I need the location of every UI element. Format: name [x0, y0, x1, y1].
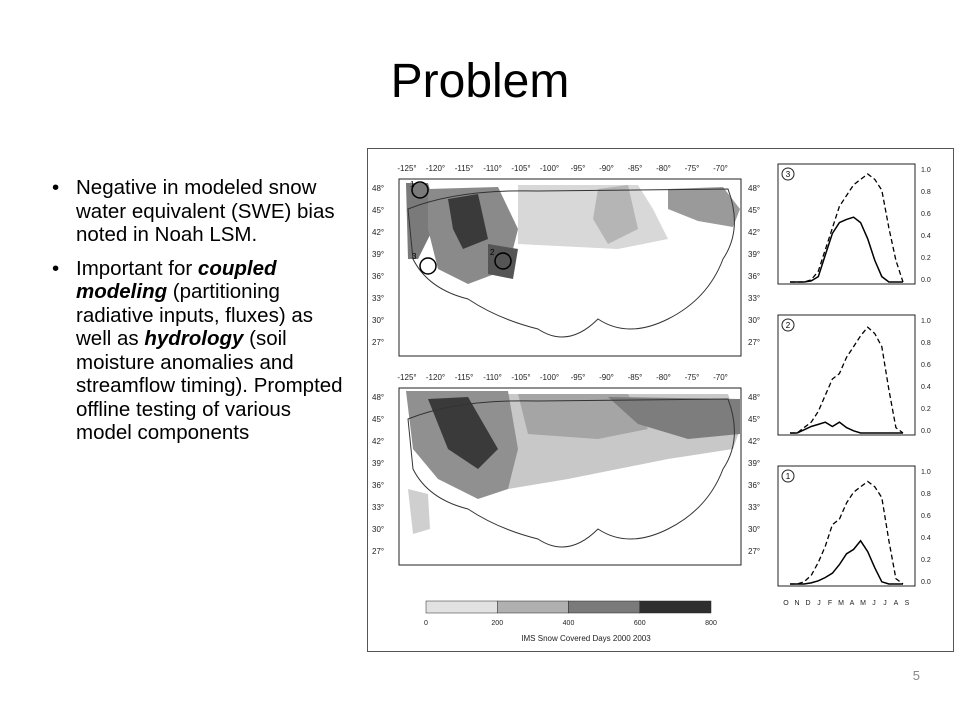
lon-label: -120° [425, 373, 446, 382]
lon-label: -125° [397, 164, 417, 173]
axis-tick-label: 1.0 [921, 469, 931, 476]
lon-label: -90° [599, 373, 614, 382]
lon-label: -105° [511, 373, 531, 382]
lat-label-left: 27° [372, 547, 385, 556]
lon-label: -85° [627, 373, 643, 382]
axis-tick-label: 0.4 [921, 535, 931, 542]
lon-label: -80° [656, 164, 671, 173]
axis-tick-label: 0.8 [921, 189, 931, 196]
month-label: A [849, 600, 855, 607]
lon-label: -105° [511, 164, 531, 173]
page-number: 5 [912, 668, 920, 683]
axis-tick-label: 0.0 [921, 579, 931, 586]
lat-label-right: 45° [748, 206, 761, 215]
site-label: 2 [490, 248, 495, 257]
lon-label: -85° [627, 164, 643, 173]
bullet-text: Negative in modeled snow water equivalent (SWE) bias noted in Noah LSM. [76, 176, 335, 246]
colorbar-segment [497, 601, 568, 613]
lon-label: -70° [713, 373, 728, 382]
lon-label: -75° [684, 373, 700, 382]
month-label: J [817, 600, 821, 607]
lat-label-left: 33° [372, 503, 385, 512]
bullet-item [52, 176, 352, 247]
lon-labels-top [397, 164, 727, 173]
colorbar-tick-label: 400 [562, 620, 575, 627]
lon-label: -90° [599, 164, 614, 173]
lon-label: -120° [425, 164, 446, 173]
bullet-text: (soil moisture anomalies and streamflow timing). Prompted offline testing of various model components [76, 327, 343, 444]
lat-label-right: 30° [748, 525, 761, 534]
lat-label-left: 33° [372, 294, 385, 303]
month-label: N [794, 600, 800, 607]
month-label: O [783, 600, 789, 607]
axis-tick-label: 0.4 [921, 233, 931, 240]
lat-label-left: 48° [372, 393, 385, 402]
lat-label-right: 33° [748, 503, 761, 512]
lon-label: -75° [684, 164, 700, 173]
month-label: D [805, 600, 811, 607]
lat-label-left: 36° [372, 272, 385, 281]
colorbar-segment [569, 601, 640, 613]
colorbar-segment [640, 601, 711, 613]
colorbar-segment [426, 601, 497, 613]
month-label: M [838, 600, 844, 607]
panel-frame [778, 466, 915, 586]
colorbar-label: IMS Snow Covered Days 2000 2003 [521, 634, 651, 643]
axis-tick-label: 0.6 [921, 513, 931, 520]
colorbar-tick-label: 0 [424, 620, 428, 627]
lat-label-left: 48° [372, 184, 385, 193]
lat-label-left: 42° [372, 437, 385, 446]
lon-label: -95° [570, 164, 586, 173]
panel-id: 1 [785, 472, 791, 481]
lon-label: -115° [454, 373, 474, 382]
axis-tick-label: 0.2 [921, 406, 931, 413]
lat-label-right: 48° [748, 184, 761, 193]
bullet-list [52, 176, 352, 455]
lon-label: -95° [570, 373, 586, 382]
lat-label-left: 39° [372, 459, 385, 468]
colorbar-tick-label: 200 [491, 620, 504, 627]
lon-label: -100° [539, 164, 560, 173]
axis-tick-label: 0.2 [921, 255, 931, 262]
lat-label-left: 45° [372, 415, 385, 424]
bullet-dot-icon: • [52, 256, 60, 280]
month-label: S [904, 600, 910, 607]
axis-tick-label: 0.0 [921, 428, 931, 435]
lat-label-left: 39° [372, 250, 385, 259]
map-bottom [399, 388, 741, 565]
axis-tick-label: 1.0 [921, 318, 931, 325]
lat-label-right: 33° [748, 294, 761, 303]
colorbar [424, 601, 717, 627]
lat-label-left: 30° [372, 316, 385, 325]
lat-label-right: 39° [748, 250, 761, 259]
month-label: F [827, 600, 833, 607]
lat-label-left: 27° [372, 338, 385, 347]
lat-label-left: 42° [372, 228, 385, 237]
lat-label-right: 36° [748, 272, 761, 281]
colorbar-tick-label: 800 [705, 620, 717, 627]
lat-label-right: 36° [748, 481, 761, 490]
lon-label: -125° [397, 373, 417, 382]
bullet-item [52, 257, 352, 445]
lon-label: -100° [539, 373, 560, 382]
axis-tick-label: 0.8 [921, 340, 931, 347]
axis-tick-label: 0.0 [921, 277, 931, 284]
lat-label-right: 39° [748, 459, 761, 468]
lat-label-right: 27° [748, 338, 761, 347]
axis-tick-label: 0.6 [921, 211, 931, 218]
panel-frame [778, 164, 915, 284]
month-label: A [893, 600, 899, 607]
panel-id: 3 [785, 170, 791, 179]
lon-label: -70° [713, 164, 728, 173]
axis-tick-label: 0.8 [921, 491, 931, 498]
lon-label: -115° [454, 164, 474, 173]
lat-label-right: 27° [748, 547, 761, 556]
month-label: J [883, 600, 887, 607]
lat-label-right: 30° [748, 316, 761, 325]
bullet-dot-icon: • [52, 176, 60, 199]
lat-label-left: 36° [372, 481, 385, 490]
colorbar-tick-label: 600 [633, 620, 646, 627]
map-top [399, 179, 741, 356]
slide-title: Problem [390, 55, 570, 108]
lon-label: -110° [483, 373, 502, 382]
panel-id: 2 [785, 321, 791, 330]
axis-tick-label: 1.0 [921, 167, 931, 174]
lat-label-right: 42° [748, 437, 761, 446]
lon-label: -80° [656, 373, 671, 382]
axis-tick-label: 0.2 [921, 557, 931, 564]
month-label: M [860, 600, 866, 607]
lat-label-left: 45° [372, 206, 385, 215]
lat-label-left: 30° [372, 525, 385, 534]
axis-tick-label: 0.4 [921, 384, 931, 391]
lat-label-right: 45° [748, 415, 761, 424]
bold-term: hydrology [144, 327, 244, 350]
lon-labels-bottom [397, 373, 727, 382]
timeseries-panels [778, 164, 931, 607]
site-label: 1 [410, 180, 415, 189]
lat-label-right: 48° [748, 393, 761, 402]
lon-label: -110° [483, 164, 502, 173]
site-label: 3 [412, 252, 417, 261]
figure-canvas [368, 149, 953, 651]
axis-tick-label: 0.6 [921, 362, 931, 369]
bold-term: coupled modeling [76, 256, 277, 303]
bullet-text: Important for [76, 256, 198, 280]
lat-label-right: 42° [748, 228, 761, 237]
bullet-text: (partitioning radiative inputs, fluxes) as well as [76, 280, 314, 350]
month-label: J [872, 600, 876, 607]
snow-figure [367, 148, 954, 652]
